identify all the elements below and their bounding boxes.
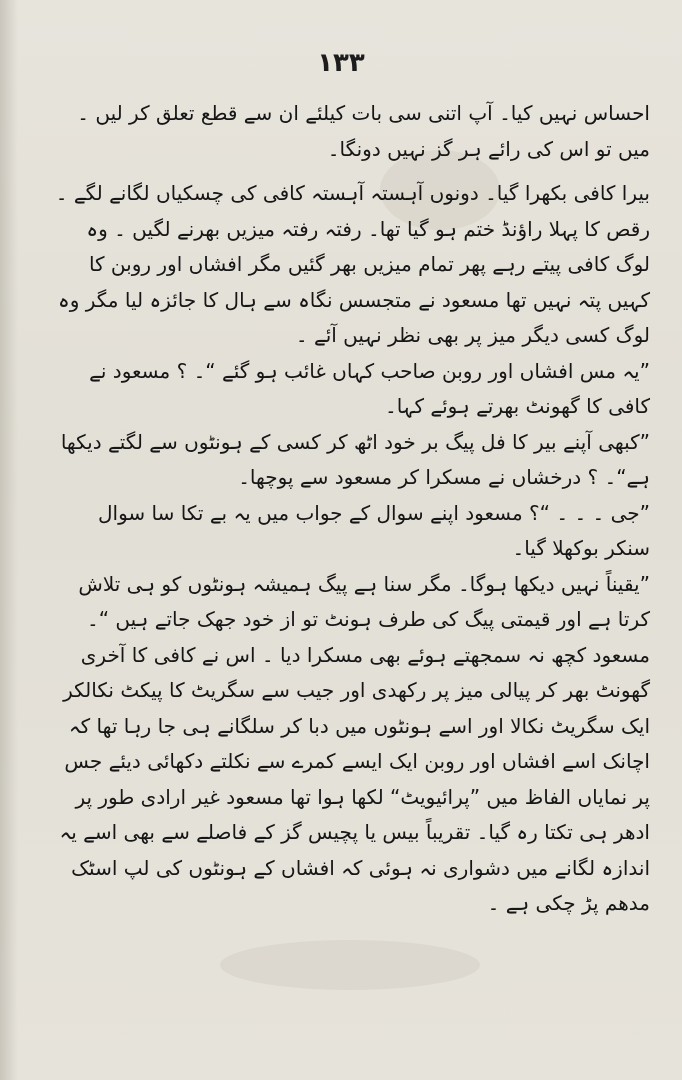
paragraph: مسعود کچھ نہ سمجھتے ہوئے بھی مسکرا دیا ۔ اس نے کافی کا آخری گھونٹ بھر کر پیالی میز پر رکھدی اور جیب سے سگریٹ کا پیکٹ نکالکر ایک سگریٹ نکالا اور اسے ہونٹوں میں دبا کر سلگانے ہی جا رہا تھا کہ اچانک اسے افشاں اور روبن ایک ایسے کمرے سے نکلتے دکھائی دیئے جس پر نمایاں الفاظ میں ”پرائیویٹ“ لکھا ہوا تھا مسعود غیر ارادی طور پر ادھر ہی تکتا رہ گیا۔ تقریباً بیس یا پچیس گز کے فاصلے سے بھی اسے یہ اندازہ لگانے میں دشواری نہ ہوئی کہ افشاں کے ہونٹوں کی لپ اسٹک مدھم پڑ چکی ہے ۔ <box>59 642 650 915</box>
paper-stain <box>220 940 480 990</box>
paragraph: احساس نہیں کیا۔ آپ اتنی سی بات کیلئے ان سے قطع تعلق کر لیں ۔ میں تو اس کی رائے ہر گز نہیں دونگا۔ <box>77 101 650 161</box>
paragraph: بیرا کافی بکھرا گیا۔ دونوں آہستہ آہستہ کافی کی چسکیاں لگانے لگے ۔ رقص کا پہلا راؤنڈ ختم ہو گیا تھا۔ رفتہ رفتہ میزیں بھرنے لگیں ۔ وہ لوگ کافی پیتے رہے پھر تمام میزیں بھر گئیں مگر افشاں اور روبن کا کہیں پتہ نہیں تھا مسعود نے متجسس نگاہ سے ہال کا جائزہ لیا مگر وہ لوگ کسی دیگر میز پر بھی نظر نہیں آئے ۔ <box>55 181 650 347</box>
page-text <box>50 96 650 922</box>
paragraph: ”کبھی آپنے بیر کا فل پیگ بر خود اٹھ کر کسی کے ہونٹوں سے لگتے دیکھا ہے“۔ ؟ درخشاں نے مسکرا کر مسعود سے پوچھا۔ <box>60 429 650 489</box>
paragraph: ”یہ مس افشاں اور روبن صاحب کہاں غائب ہو گئے “۔ ؟ مسعود نے کافی کا گھونٹ بھرتے ہوئے کہا۔ <box>89 358 650 418</box>
paragraph: ”یقیناً نہیں دیکھا ہوگا۔ مگر سنا ہے پیگ ہمیشہ ہونٹوں کو ہی تلاش کرتا ہے اور قیمتی پیگ کی طرف ہونٹ تو از خود جھک جاتے ہیں “۔ <box>78 571 650 631</box>
page-number: ۱۳۳ <box>317 48 365 78</box>
paragraph: ”جی ۔ ۔ ۔ “؟ مسعود اپنے سوال کے جواب میں یہ بے تکا سا سوال سنکر بوکھلا گیا۔ <box>98 500 650 560</box>
